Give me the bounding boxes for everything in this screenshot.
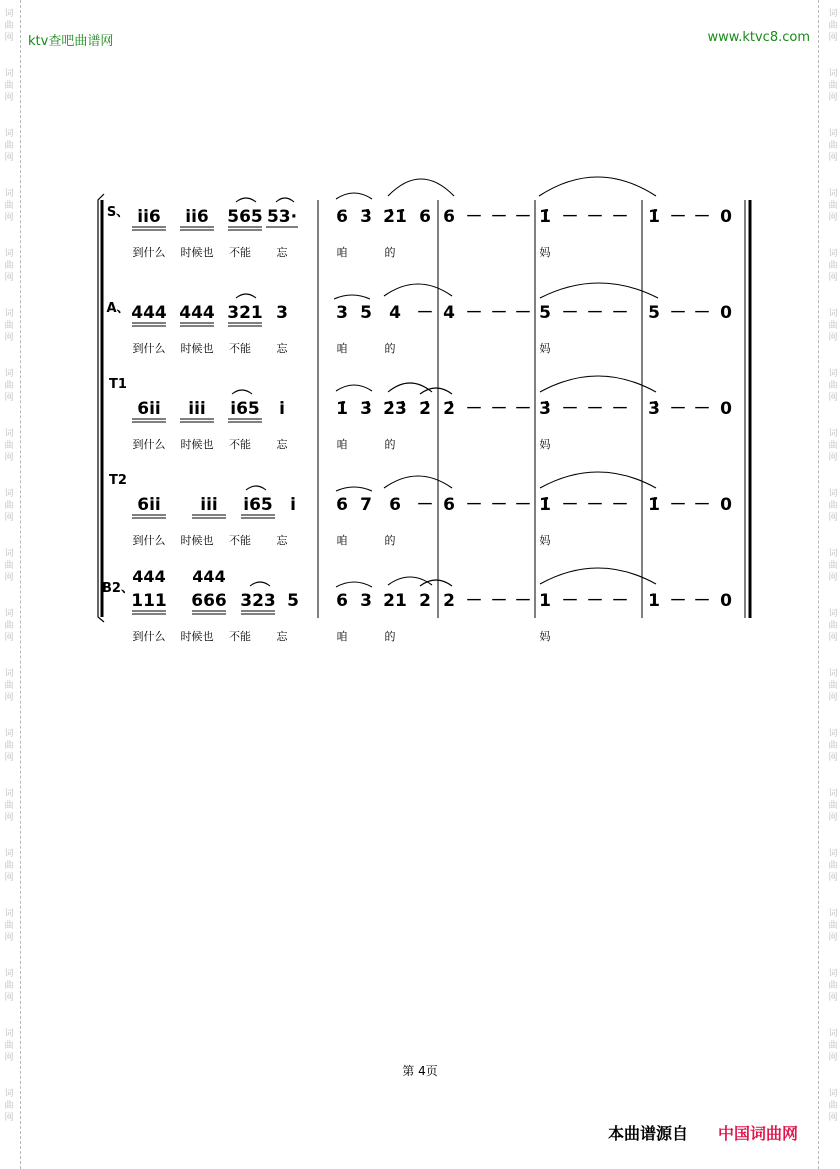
slur <box>388 179 454 196</box>
note-group: i̇ <box>279 399 285 419</box>
dash: － <box>669 495 687 515</box>
slur <box>540 283 658 298</box>
lyric: 忘 <box>276 342 288 355</box>
note: 4 <box>389 303 401 323</box>
watermark-group: 词 曲 网 <box>828 429 838 463</box>
dash: － <box>669 399 687 419</box>
watermark-group: 词 曲 网 <box>828 969 838 1003</box>
dash: － <box>490 591 508 611</box>
part-label: S、 <box>106 205 130 220</box>
note: 1̇ <box>648 207 660 227</box>
page-number: 第 4页 <box>402 1064 438 1078</box>
slur <box>336 487 372 491</box>
lyric: 到什么 <box>132 630 166 643</box>
slur <box>384 284 452 296</box>
slur <box>420 388 452 394</box>
dash: － <box>669 303 687 323</box>
note: 5 <box>539 303 551 323</box>
note: 6 <box>419 207 431 227</box>
dash: － <box>693 303 711 323</box>
note: 0 <box>720 495 732 515</box>
lyric: 的 <box>384 534 396 547</box>
note-group: 5 <box>287 591 299 611</box>
dash: － <box>586 399 604 419</box>
slur <box>236 198 256 202</box>
lyric: 的 <box>384 438 396 451</box>
watermark-group: 词 曲 网 <box>4 849 14 883</box>
slur <box>539 177 656 196</box>
dash: － <box>514 591 532 611</box>
dash: － <box>611 207 629 227</box>
lyric: 到什么 <box>132 534 166 547</box>
watermark-group: 词 曲 网 <box>828 849 838 883</box>
note: 0 <box>720 591 732 611</box>
watermark-group: 词 曲 网 <box>4 1089 14 1123</box>
lyric: 忘 <box>276 246 288 259</box>
note-group: 444 <box>179 303 215 323</box>
note: 0 <box>720 399 732 419</box>
watermark-group: 词 曲 网 <box>828 549 838 583</box>
dash: － <box>416 303 434 323</box>
note-group: 111 <box>131 591 167 611</box>
note: 3̇ <box>648 399 660 419</box>
watermark-group: 词 曲 网 <box>828 189 838 223</box>
slur <box>540 568 656 584</box>
dash: － <box>465 591 483 611</box>
lyric: 咱 <box>336 534 348 547</box>
lyric: 的 <box>384 246 396 259</box>
watermark-group: 词 曲 网 <box>4 129 14 163</box>
lyric: 时候也 <box>180 534 214 547</box>
note: 0 <box>720 303 732 323</box>
slur <box>540 472 656 488</box>
footer-brand[interactable]: 中国词曲网 <box>718 1124 799 1143</box>
lyric: 忘 <box>276 630 288 643</box>
dash: － <box>611 303 629 323</box>
note: 3̇ <box>360 399 372 419</box>
watermark-group: 词 曲 网 <box>4 489 14 523</box>
slur <box>246 486 266 490</box>
note: 5 <box>648 303 660 323</box>
slur <box>540 376 656 392</box>
dash: － <box>490 399 508 419</box>
part-label: B2、 <box>102 581 134 596</box>
note: 3̇ <box>539 399 551 419</box>
note-group: 444 <box>131 303 167 323</box>
dash: － <box>586 303 604 323</box>
note: 2 <box>443 591 455 611</box>
note: 6 <box>443 207 455 227</box>
lyric: 妈 <box>539 438 551 451</box>
note: 1 <box>539 591 551 611</box>
note-group: i̇65 <box>243 495 273 515</box>
note: 7 <box>360 495 372 515</box>
watermark-group: 词 曲 网 <box>828 909 838 943</box>
dash: － <box>693 207 711 227</box>
watermark-group: 词 曲 网 <box>828 489 838 523</box>
dash: － <box>669 207 687 227</box>
note: 6 <box>336 495 348 515</box>
site-url[interactable]: www.ktvc8.com <box>707 30 810 45</box>
note: 1̇ <box>648 495 660 515</box>
watermark-group: 词 曲 网 <box>828 1029 838 1063</box>
watermark-group: 词 曲 网 <box>4 1029 14 1063</box>
watermark-group: 词 曲 网 <box>4 429 14 463</box>
dash: － <box>611 495 629 515</box>
note: 3̇ <box>360 207 372 227</box>
part-label: A、 <box>106 301 130 316</box>
note: 0 <box>720 207 732 227</box>
note: 6 <box>389 495 401 515</box>
lyric: 的 <box>384 342 396 355</box>
dash: － <box>586 591 604 611</box>
lyric: 时候也 <box>180 246 214 259</box>
slur <box>276 198 294 202</box>
watermark-group: 词 曲 网 <box>4 969 14 1003</box>
lyric: 时候也 <box>180 630 214 643</box>
slur <box>336 385 372 391</box>
note: 3 <box>360 591 372 611</box>
note: 3 <box>336 303 348 323</box>
watermark-group: 词 曲 网 <box>828 1089 838 1123</box>
part-label: T2 <box>109 473 127 488</box>
dash: － <box>490 495 508 515</box>
dash: － <box>490 207 508 227</box>
note-group: 444 <box>132 567 166 586</box>
slur <box>384 476 452 488</box>
dash: － <box>693 591 711 611</box>
lyric: 妈 <box>539 246 551 259</box>
note: 4 <box>443 303 455 323</box>
note: 2 <box>419 591 431 611</box>
dash: － <box>611 591 629 611</box>
dash: － <box>561 303 579 323</box>
watermark-group: 词 曲 网 <box>4 309 14 343</box>
lyric: 咱 <box>336 246 348 259</box>
dash: － <box>561 207 579 227</box>
note-group: 6i̇i̇ <box>137 495 161 515</box>
note: 5 <box>360 303 372 323</box>
watermark-group: 词 曲 网 <box>4 69 14 103</box>
dash: － <box>465 207 483 227</box>
slur <box>250 582 270 586</box>
part-label: T1 <box>109 377 127 392</box>
note-group: 444 <box>192 567 226 586</box>
note-group: i̇i̇6 <box>185 207 209 227</box>
note: 1̇ <box>539 207 551 227</box>
dash: － <box>416 495 434 515</box>
note-group: i̇i̇i̇ <box>200 495 218 515</box>
note: 21 <box>383 591 407 611</box>
note: 2̇3̇ <box>383 399 407 419</box>
dash: － <box>693 399 711 419</box>
watermark-group: 词 曲 网 <box>828 369 838 403</box>
dash: － <box>465 303 483 323</box>
slur <box>336 193 372 199</box>
lyric: 妈 <box>539 534 551 547</box>
dash: － <box>611 399 629 419</box>
dash: － <box>669 591 687 611</box>
note-group: 3 <box>276 303 288 323</box>
footer-source-label: 本曲谱源自 <box>608 1124 689 1143</box>
lyric: 不能 <box>229 246 251 259</box>
note-group: 565 <box>227 207 263 227</box>
lyric: 不能 <box>229 438 251 451</box>
dash: － <box>693 495 711 515</box>
note-group: i̇i̇i̇ <box>188 399 206 419</box>
watermark-group: 词 曲 网 <box>4 369 14 403</box>
lyric: 到什么 <box>132 438 166 451</box>
dash: － <box>514 303 532 323</box>
note-group: i̇ <box>290 495 296 515</box>
lyric: 妈 <box>539 342 551 355</box>
dash: － <box>586 207 604 227</box>
lyric: 咱 <box>336 438 348 451</box>
dash: － <box>561 591 579 611</box>
watermark-group: 词 曲 网 <box>4 669 14 703</box>
note-group: i̇65 <box>230 399 260 419</box>
dash: － <box>561 399 579 419</box>
watermark-group: 词 曲 网 <box>4 549 14 583</box>
note-group: 6i̇i̇ <box>137 399 161 419</box>
slur <box>334 295 370 299</box>
slur <box>336 582 372 587</box>
note: 1̇ <box>539 495 551 515</box>
watermark-group: 词 曲 网 <box>4 729 14 763</box>
lyric: 妈 <box>539 630 551 643</box>
watermark-group: 词 曲 网 <box>828 789 838 823</box>
watermark-group: 词 曲 网 <box>4 909 14 943</box>
slur <box>388 577 432 585</box>
note: 1̇ <box>336 399 348 419</box>
lyric: 时候也 <box>180 342 214 355</box>
slur <box>232 390 252 394</box>
dash: － <box>490 303 508 323</box>
watermark-group: 词 曲 网 <box>828 609 838 643</box>
watermark-group: 词 曲 网 <box>4 9 14 43</box>
dash: － <box>561 495 579 515</box>
watermark-group: 词 曲 网 <box>828 309 838 343</box>
lyric: 忘 <box>276 534 288 547</box>
lyric: 忘 <box>276 438 288 451</box>
lyric: 不能 <box>229 630 251 643</box>
site-name: ktv查吧曲谱网 <box>28 34 114 49</box>
watermark-group: 词 曲 网 <box>4 609 14 643</box>
watermark-group: 词 曲 网 <box>828 669 838 703</box>
note-group: i̇i̇6 <box>137 207 161 227</box>
dash: － <box>465 495 483 515</box>
dash: － <box>514 207 532 227</box>
note: 6 <box>336 207 348 227</box>
dash: － <box>586 495 604 515</box>
lyric: 咱 <box>336 630 348 643</box>
watermark-group: 词 曲 网 <box>828 129 838 163</box>
lyric: 咱 <box>336 342 348 355</box>
watermark-group: 词 曲 网 <box>828 69 838 103</box>
note: 1 <box>648 591 660 611</box>
score-parts <box>102 177 732 643</box>
dash: － <box>514 399 532 419</box>
note: 2̇ <box>443 399 455 419</box>
note-group: 53· <box>266 207 298 227</box>
watermark-group: 词 曲 网 <box>4 249 14 283</box>
watermark-group: 词 曲 网 <box>828 249 838 283</box>
dash: － <box>514 495 532 515</box>
watermark-group: 词 曲 网 <box>4 789 14 823</box>
watermark-group: 词 曲 网 <box>4 189 14 223</box>
note-group: 323 <box>240 591 276 611</box>
dash: － <box>465 399 483 419</box>
watermark-group: 词 曲 网 <box>828 9 838 43</box>
note: 6 <box>443 495 455 515</box>
note: 2̇ <box>419 399 431 419</box>
watermark-group: 词 曲 网 <box>828 729 838 763</box>
lyric: 的 <box>384 630 396 643</box>
lyric: 到什么 <box>132 342 166 355</box>
note: 2̇1̇ <box>383 207 407 227</box>
note: 6 <box>336 591 348 611</box>
lyric: 不能 <box>229 342 251 355</box>
note-group: 321 <box>227 303 263 323</box>
lyric: 不能 <box>229 534 251 547</box>
lyric: 到什么 <box>132 246 166 259</box>
lyric: 时候也 <box>180 438 214 451</box>
note-group: 666 <box>191 591 227 611</box>
slur <box>236 294 256 298</box>
